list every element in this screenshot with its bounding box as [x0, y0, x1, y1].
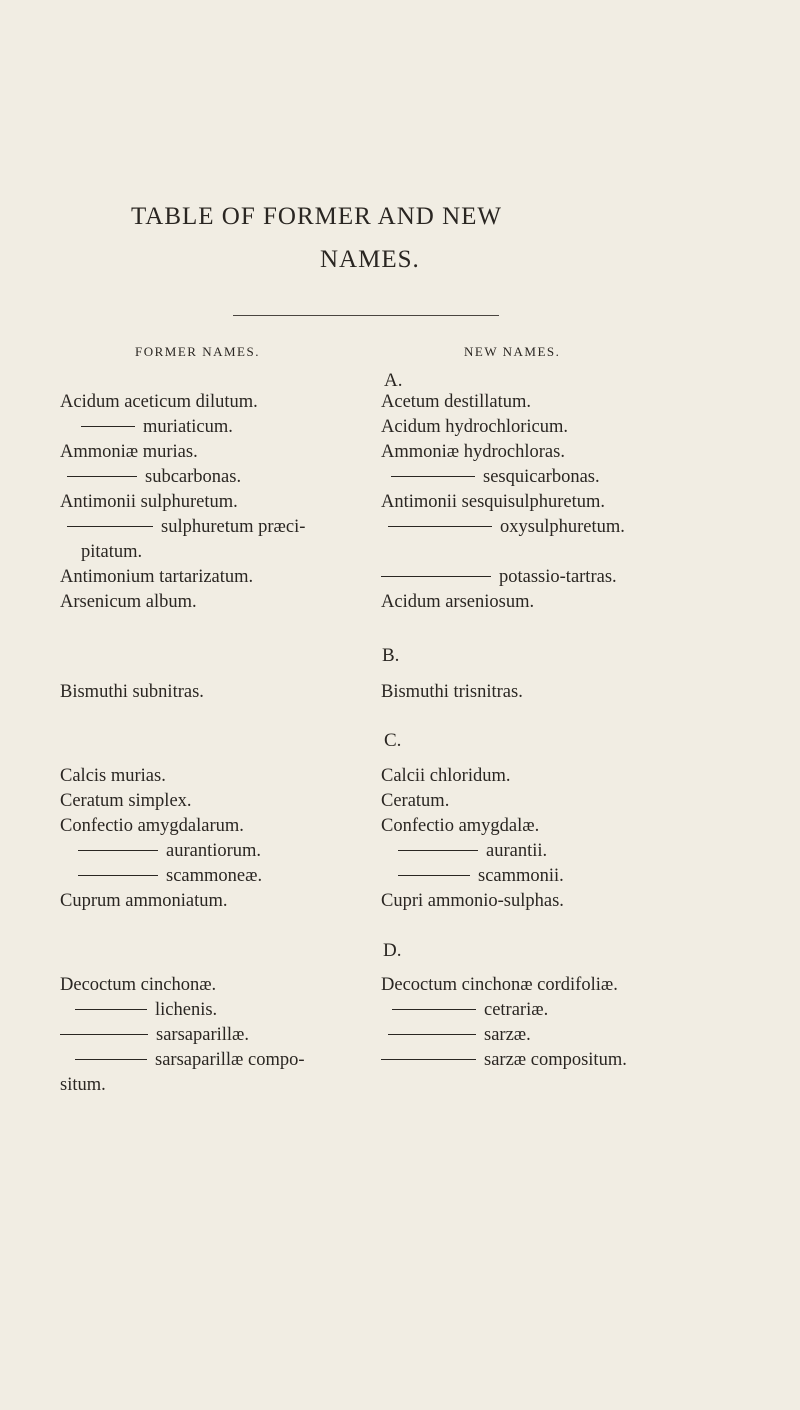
- former-entry: Decoctum cinchonæ.: [60, 975, 217, 995]
- ditto-dash: [67, 476, 137, 477]
- former-entry: Bismuthi subnitras.: [60, 682, 204, 702]
- new-entry: Acidum arseniosum.: [381, 592, 535, 612]
- ditto-dash: [398, 875, 470, 876]
- former-entry: sarsaparillæ compo-: [75, 1051, 305, 1070]
- former-entry: Arsenicum album.: [60, 592, 197, 612]
- new-entry: Decoctum cinchonæ cordifoliæ.: [381, 975, 618, 995]
- ditto-dash: [78, 850, 158, 851]
- new-entry: Acetum destillatum.: [381, 392, 532, 412]
- new-names-header: NEW NAMES.: [464, 344, 561, 359]
- new-entry: Confectio amygdalæ.: [381, 816, 540, 836]
- ditto-dash: [388, 1034, 476, 1035]
- page-title-line1: TABLE OF FORMER AND NEW: [131, 203, 503, 230]
- ditto-dash: [388, 526, 492, 527]
- new-entry: Antimonii sesquisulphuretum.: [381, 492, 606, 512]
- former-entry: subcarbonas.: [67, 468, 241, 487]
- title-rule: [233, 315, 499, 316]
- new-entry: potassio-tartras.: [381, 568, 617, 587]
- new-entry: scammonii.: [398, 867, 564, 886]
- former-names-header: FORMER NAMES.: [135, 344, 260, 359]
- new-entry: sarzæ.: [388, 1026, 531, 1045]
- former-entry: lichenis.: [75, 1001, 217, 1020]
- new-entry: sesquicarbonas.: [391, 468, 600, 487]
- new-entry: Acidum hydrochloricum.: [381, 417, 569, 437]
- former-entry: muriaticum.: [81, 418, 233, 437]
- former-entry: scammoneæ.: [78, 867, 262, 886]
- new-entry: cetrariæ.: [392, 1001, 548, 1020]
- former-entry: Antimonii sulphuretum.: [60, 492, 238, 512]
- new-entry: Bismuthi trisnitras.: [381, 682, 523, 702]
- ditto-dash: [60, 1034, 148, 1035]
- former-entry: Confectio amygdalarum.: [60, 816, 244, 836]
- former-entry: Calcis murias.: [60, 766, 166, 786]
- new-entry: Ammoniæ hydrochloras.: [381, 442, 565, 462]
- former-entry: Ammoniæ murias.: [60, 442, 198, 462]
- former-entry: situm.: [60, 1075, 106, 1095]
- section-letter-d: D.: [383, 940, 402, 961]
- ditto-dash: [381, 576, 491, 577]
- ditto-dash: [81, 426, 135, 427]
- ditto-dash: [392, 1009, 476, 1010]
- ditto-dash: [75, 1059, 147, 1060]
- new-entry: sarzæ compositum.: [381, 1051, 627, 1070]
- former-entry: sulphuretum præci-: [67, 518, 305, 537]
- section-letter-b: B.: [382, 645, 400, 666]
- former-entry: sarsaparillæ.: [60, 1026, 249, 1045]
- former-entry: Cuprum ammoniatum.: [60, 891, 228, 911]
- former-entry: Acidum aceticum dilutum.: [60, 392, 258, 412]
- former-entry: Ceratum simplex.: [60, 791, 192, 811]
- former-entry: pitatum.: [81, 542, 143, 562]
- new-entry: oxysulphuretum.: [388, 518, 625, 537]
- new-entry: Calcii chloridum.: [381, 766, 511, 786]
- former-entry: Antimonium tartarizatum.: [60, 567, 254, 587]
- page-title-line2: NAMES.: [320, 246, 420, 273]
- former-entry: aurantiorum.: [78, 842, 261, 861]
- ditto-dash: [67, 526, 153, 527]
- new-entry: Ceratum.: [381, 791, 450, 811]
- ditto-dash: [381, 1059, 476, 1060]
- new-entry: aurantii.: [398, 842, 547, 861]
- ditto-dash: [391, 476, 475, 477]
- section-letter-a: A.: [384, 370, 403, 391]
- ditto-dash: [75, 1009, 147, 1010]
- section-letter-c: C.: [384, 730, 402, 751]
- new-entry: Cupri ammonio-sulphas.: [381, 891, 564, 911]
- ditto-dash: [78, 875, 158, 876]
- ditto-dash: [398, 850, 478, 851]
